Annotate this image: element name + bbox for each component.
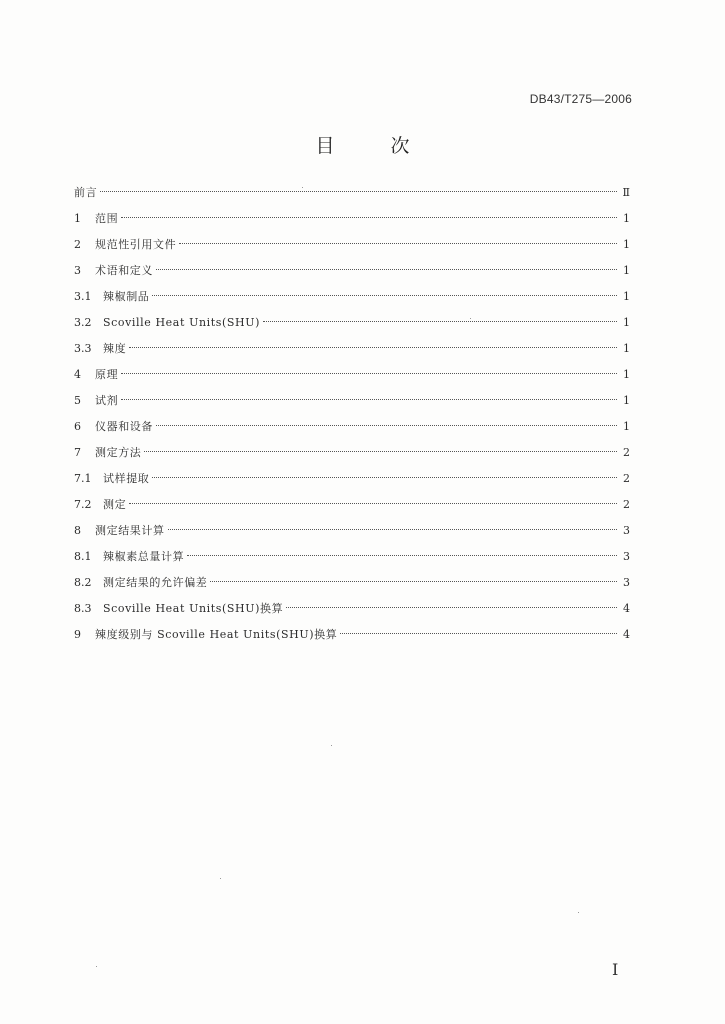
toc-entry-page: 2	[623, 446, 630, 459]
table-of-contents	[74, 180, 630, 648]
toc-entry-number: 5	[74, 394, 81, 407]
toc-entry-3-2[interactable]	[74, 310, 630, 336]
toc-entry-number: 8.3	[74, 602, 92, 615]
toc-entry-page: 1	[623, 238, 630, 251]
scan-speck	[470, 318, 471, 319]
toc-entry-number: 8	[74, 524, 81, 537]
toc-leader-dots	[156, 269, 617, 270]
toc-leader-dots	[340, 633, 617, 634]
toc-entry-page: 3	[623, 524, 630, 537]
toc-entry-page: 1	[623, 342, 630, 355]
toc-entry-4[interactable]	[74, 362, 630, 388]
toc-entry-number: 7	[74, 446, 81, 459]
toc-entry-number: 8.1	[74, 550, 92, 563]
toc-leader-dots	[187, 555, 617, 556]
toc-leader-dots	[152, 295, 617, 296]
toc-entry-3[interactable]	[74, 258, 630, 284]
toc-entry-page: 3	[623, 576, 630, 589]
toc-leader-dots	[263, 321, 617, 322]
scan-speck	[302, 187, 303, 188]
toc-entry-page: 1	[623, 290, 630, 303]
toc-entry-1[interactable]	[74, 206, 630, 232]
toc-entry-label: Scoville Heat Units(SHU)	[103, 316, 260, 329]
toc-entry-number: 3.3	[74, 342, 92, 355]
toc-entry-page: 1	[623, 212, 630, 225]
toc-entry-3-3[interactable]	[74, 336, 630, 362]
toc-entry-number: 8.2	[74, 576, 92, 589]
toc-entry-label: 仪器和设备	[95, 420, 153, 433]
toc-leader-dots	[121, 399, 617, 400]
toc-leader-dots	[210, 581, 617, 582]
toc-leader-dots	[144, 451, 617, 452]
toc-leader-dots	[152, 477, 617, 478]
toc-entry-number: 7.2	[74, 498, 92, 511]
toc-entry-7-1[interactable]	[74, 466, 630, 492]
toc-entry-number: 4	[74, 368, 81, 381]
toc-entry-label: 测定结果计算	[95, 524, 165, 537]
toc-entry-8-1[interactable]	[74, 544, 630, 570]
toc-entry-label: 试样提取	[103, 472, 150, 485]
toc-leader-dots	[179, 243, 617, 244]
toc-leader-dots	[286, 607, 617, 608]
toc-entry-3-1[interactable]	[74, 284, 630, 310]
toc-entry-label: 术语和定义	[95, 264, 153, 277]
toc-entry-number: 3.1	[74, 290, 92, 303]
toc-entry-label: 辣椒素总量计算	[103, 550, 185, 563]
toc-entry-page: 4	[623, 628, 630, 641]
toc-entry-label: 测定	[103, 498, 127, 511]
toc-entry-2[interactable]	[74, 232, 630, 258]
toc-entry-foreword[interactable]	[74, 180, 630, 206]
toc-entry-label: 原理	[95, 368, 119, 381]
toc-entry-6[interactable]	[74, 414, 630, 440]
toc-entry-label: 辣椒制品	[103, 290, 150, 303]
toc-entry-label: Scoville Heat Units(SHU)换算	[103, 602, 284, 615]
toc-entry-label: 辣度	[103, 342, 127, 355]
scan-speck	[220, 878, 221, 879]
toc-leader-dots	[121, 217, 617, 218]
toc-entry-9[interactable]	[74, 622, 630, 648]
toc-entry-page: 1	[623, 264, 630, 277]
toc-entry-7[interactable]	[74, 440, 630, 466]
toc-entry-label: 前言	[74, 186, 98, 199]
toc-entry-label: 测定方法	[95, 446, 142, 459]
toc-leader-dots	[129, 503, 617, 504]
toc-entry-8[interactable]	[74, 518, 630, 544]
toc-entry-page: 3	[623, 550, 630, 563]
toc-entry-8-3[interactable]	[74, 596, 630, 622]
toc-entry-7-2[interactable]	[74, 492, 630, 518]
toc-leader-dots	[168, 529, 617, 530]
toc-entry-label: 试剂	[95, 394, 119, 407]
scan-speck	[331, 745, 332, 746]
toc-heading-char-1: 目	[315, 135, 335, 157]
toc-entry-label: 规范性引用文件	[95, 238, 177, 251]
toc-entry-page: 1	[623, 316, 630, 329]
toc-entry-number: 3.2	[74, 316, 92, 329]
toc-entry-page: Ⅱ	[622, 186, 630, 199]
toc-entry-page: 2	[623, 472, 630, 485]
toc-entry-page: 2	[623, 498, 630, 511]
toc-entry-number: 6	[74, 420, 81, 433]
toc-entry-5[interactable]	[74, 388, 630, 414]
toc-entry-8-2[interactable]	[74, 570, 630, 596]
toc-entry-number: 2	[74, 238, 81, 251]
toc-entry-page: 4	[623, 602, 630, 615]
scan-speck	[578, 912, 579, 913]
toc-heading	[0, 131, 725, 158]
toc-leader-dots	[100, 191, 617, 192]
scan-speck	[96, 966, 97, 967]
toc-entry-label: 辣度级别与 Scoville Heat Units(SHU)换算	[95, 628, 338, 641]
toc-entry-label: 测定结果的允许偏差	[103, 576, 208, 589]
toc-entry-page: 1	[623, 394, 630, 407]
toc-entry-number: 3	[74, 264, 81, 277]
toc-entry-number: 1	[74, 212, 81, 225]
toc-leader-dots	[129, 347, 617, 348]
toc-entry-page: 1	[623, 368, 630, 381]
page-number: I	[612, 960, 619, 979]
toc-leader-dots	[121, 373, 617, 374]
toc-entry-label: 范围	[95, 212, 119, 225]
toc-leader-dots	[156, 425, 617, 426]
toc-entry-number: 9	[74, 628, 81, 641]
toc-entry-page: 1	[623, 420, 630, 433]
toc-entry-number: 7.1	[74, 472, 92, 485]
toc-heading-char-2: 次	[390, 135, 410, 157]
document-code: DB43/T275—2006	[529, 92, 632, 106]
